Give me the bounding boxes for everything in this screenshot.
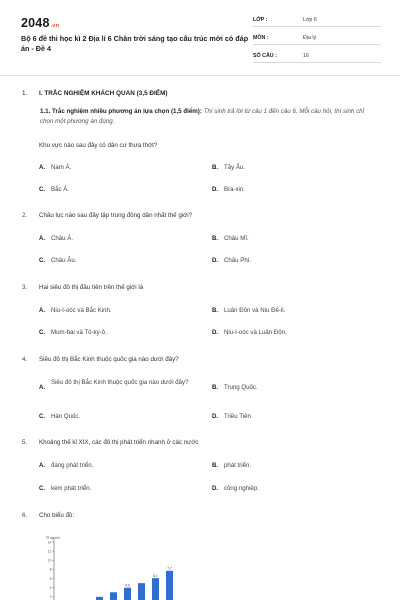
- option-text: Bắc Á.: [51, 186, 69, 193]
- option-letter: C.: [39, 413, 46, 420]
- question-text: Siêu đô thị Bắc Kinh thuộc quốc gia nào dưới đây?: [39, 356, 179, 363]
- question-4: [22, 356, 372, 363]
- question-number: 4.: [22, 356, 28, 363]
- section-title: I. TRẮC NGHIỆM KHÁCH QUAN (3,5 ĐIỂM): [39, 90, 168, 97]
- section-heading: [22, 90, 168, 97]
- option-letter: D.: [212, 186, 219, 193]
- chart-y-tick-label: 2: [49, 595, 52, 600]
- q2-option-a[interactable]: [39, 235, 73, 242]
- q4-option-d[interactable]: [212, 413, 251, 420]
- q2-option-d[interactable]: [212, 257, 251, 264]
- chart-y-tick-label: 6: [49, 576, 52, 581]
- q1-option-d[interactable]: [212, 186, 245, 193]
- chart-data-label: 4,0: [125, 583, 130, 588]
- q3-option-a[interactable]: [39, 307, 112, 314]
- chart-y-tick-label: 14: [47, 540, 52, 545]
- chart-y-tick-label: 8: [49, 567, 52, 572]
- section-number: 1.: [22, 90, 28, 97]
- option-letter: C.: [39, 485, 46, 492]
- question-text: Khoảng thế kỉ XIX, các đô thị phát triển nhanh ở các nước: [39, 439, 199, 446]
- chart-y-axis-label: Tỉ người: [46, 536, 60, 540]
- question-number: 2.: [22, 212, 28, 219]
- chart-bar: [138, 583, 145, 600]
- question-6: [22, 512, 372, 519]
- option-text: đang phát triển.: [51, 462, 94, 469]
- header-divider: [0, 75, 400, 76]
- option-text: Bra-xin.: [224, 186, 245, 193]
- chart-bar: [110, 592, 117, 600]
- option-text: Hàn Quốc.: [51, 413, 81, 420]
- q1-option-a[interactable]: [39, 164, 71, 171]
- q4-option-a[interactable]: [39, 378, 209, 400]
- option-text: kém phát triển.: [51, 485, 92, 492]
- option-text: Luân Đôn và Niu Đê-li.: [224, 307, 286, 314]
- document-meta: [253, 14, 381, 68]
- document-header: [21, 14, 381, 74]
- option-letter: B.: [212, 462, 219, 469]
- question-number: 3.: [22, 284, 28, 291]
- q5-option-b[interactable]: [212, 462, 251, 469]
- logo-text: 2048: [21, 16, 50, 30]
- meta-key-subject: MÔN :: [253, 35, 269, 41]
- chart-data-label: 6,1: [153, 573, 158, 578]
- option-letter: A.: [39, 235, 46, 242]
- chart-svg: [40, 534, 210, 600]
- question-number: 5.: [22, 439, 28, 446]
- document-title: Bộ 6 đề thi học kì 2 Địa lí 6 Chân trời sáng tạo cấu trúc mới có đáp án - Đề 4: [21, 34, 249, 53]
- option-text: Châu Á.: [51, 235, 74, 242]
- chart-y-tick-label: 12: [47, 549, 52, 554]
- chart-bar: [152, 578, 159, 600]
- question-5: [22, 439, 372, 446]
- logo-suffix: .vn: [50, 23, 60, 29]
- option-text: Triều Tiên: [224, 413, 251, 420]
- instruction-text: Thí sinh trả lời từ câu 1 đến câu 6. Mỗi câu hỏi, thí sinh chỉ chọn một phương án đúng.: [40, 108, 364, 125]
- option-text: Mum-bai và Tô-ky-ô.: [51, 329, 107, 336]
- q5-option-a[interactable]: [39, 462, 93, 469]
- meta-row-class: [253, 14, 381, 27]
- option-letter: D.: [212, 485, 219, 492]
- option-letter: B.: [212, 307, 219, 314]
- option-text: Trung Quốc.: [224, 384, 258, 391]
- option-text: Châu Phi.: [224, 257, 251, 264]
- q3-option-d[interactable]: [212, 329, 287, 336]
- question-text: Châu lục nào sau đây tập trung đông dân nhất thế giới?: [39, 212, 193, 219]
- question-3: [22, 284, 372, 291]
- question-text: Cho biểu đồ:: [39, 512, 75, 519]
- option-letter: B.: [212, 164, 219, 171]
- q4-option-c[interactable]: [39, 413, 80, 420]
- option-letter: C.: [39, 186, 46, 193]
- question-1-text: Khu vực nào sau đây có dân cư thưa thớt?: [39, 142, 158, 149]
- chart-y-tick-label: 10: [47, 558, 52, 563]
- option-letter: C.: [39, 329, 46, 336]
- meta-row-count: [253, 50, 381, 63]
- option-text: Châu Âu.: [51, 257, 77, 264]
- chart-bar: [166, 571, 173, 600]
- question-number: 6.: [22, 512, 28, 519]
- option-letter: B.: [212, 235, 219, 242]
- option-text: Châu Mĩ.: [224, 235, 249, 242]
- q1-option-c[interactable]: [39, 186, 69, 193]
- q4-option-b[interactable]: [212, 384, 258, 391]
- q2-option-c[interactable]: [39, 257, 76, 264]
- meta-value-class: Lớp 6: [303, 17, 317, 23]
- option-text: Niu-I-oóc và Luân Đôn.: [224, 329, 287, 336]
- q5-option-d[interactable]: [212, 485, 259, 492]
- option-letter: D.: [212, 413, 219, 420]
- q3-option-c[interactable]: [39, 329, 107, 336]
- meta-row-subject: [253, 32, 381, 45]
- q5-option-c[interactable]: [39, 485, 91, 492]
- chart-data-label: 7,7: [167, 566, 172, 571]
- option-letter: A.: [39, 462, 46, 469]
- q1-option-b[interactable]: [212, 164, 245, 171]
- chart-bar: [124, 588, 131, 600]
- subsection-title: 1.1. Trắc nghiệm nhiều phương án lựa chọn (1,5 điểm):: [40, 108, 202, 115]
- option-letter: D.: [212, 329, 219, 336]
- meta-value-subject: Địa lý: [303, 35, 317, 41]
- option-text: công nghiệp.: [224, 485, 259, 492]
- subsection-instruction: [40, 107, 375, 127]
- option-text: Siêu đô thị Bắc Kinh thuộc quốc gia nào dưới đây?: [51, 379, 189, 386]
- population-chart: [40, 534, 210, 600]
- question-text: Hai siêu đô thị đầu tiên trên thế giới là: [39, 284, 144, 291]
- option-letter: B.: [212, 384, 219, 391]
- option-letter: D.: [212, 257, 219, 264]
- q3-option-b[interactable]: [212, 307, 285, 314]
- meta-key-count: SỐ CÂU :: [253, 53, 277, 59]
- option-letter: A.: [39, 384, 46, 391]
- option-text: Tây Âu.: [224, 164, 245, 171]
- option-text: Niu-I-oóc và Bắc Kinh.: [51, 307, 112, 314]
- question-2: [22, 212, 372, 219]
- chart-y-tick-label: 4: [49, 586, 52, 591]
- option-text: phát triển.: [224, 462, 252, 469]
- site-logo[interactable]: [21, 16, 59, 30]
- option-letter: A.: [39, 307, 46, 314]
- q2-option-b[interactable]: [212, 235, 249, 242]
- meta-key-class: LỚP :: [253, 17, 268, 23]
- option-text: Nam Á.: [51, 164, 72, 171]
- option-letter: C.: [39, 257, 46, 264]
- option-letter: A.: [39, 164, 46, 171]
- meta-value-count: 16: [303, 53, 309, 59]
